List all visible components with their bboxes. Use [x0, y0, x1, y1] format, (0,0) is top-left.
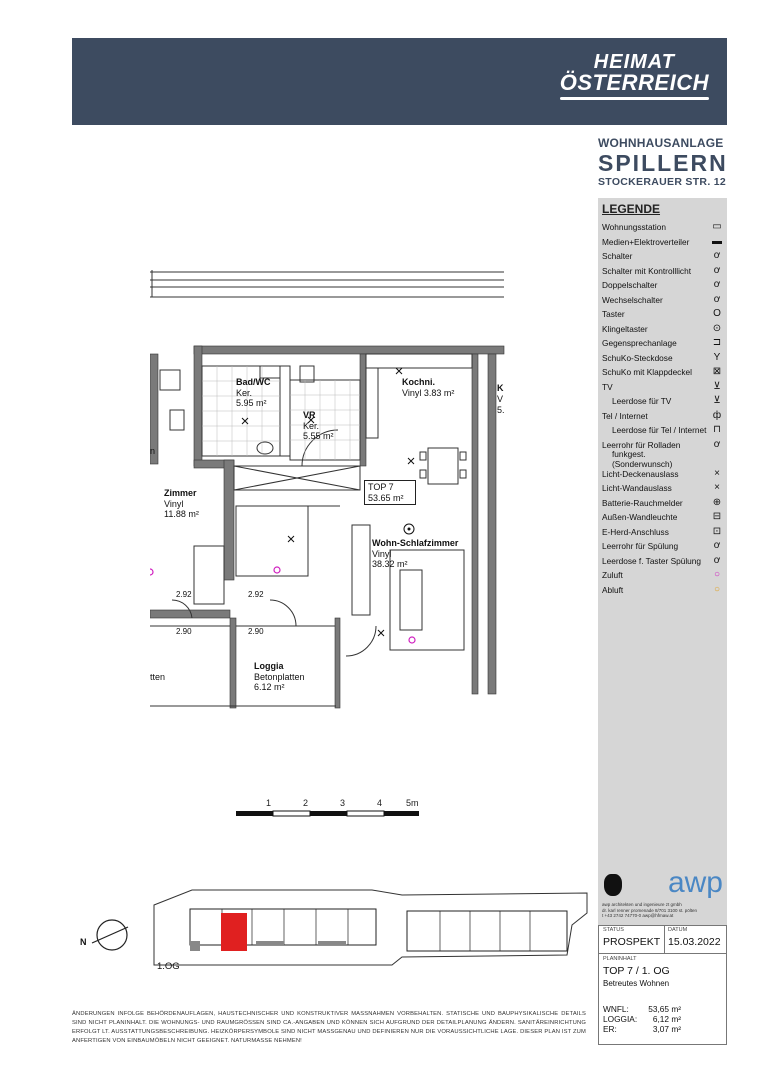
scale-bar	[236, 798, 420, 822]
scale-label: 2	[303, 798, 309, 808]
area-value: 53,65 m²	[648, 1004, 681, 1014]
room-wohn-floor: Vinyl	[372, 548, 392, 559]
awp-logo-block	[598, 868, 727, 924]
room-vr	[303, 410, 334, 442]
room-vr-name: VR	[303, 410, 316, 420]
scale-bar-graphic	[236, 810, 420, 820]
legend-item	[602, 336, 726, 351]
area-row	[603, 1004, 681, 1014]
floor-plan	[150, 270, 506, 710]
legend-item-label: Gegensprechanlage	[602, 338, 677, 349]
room-wohn-name: Wohn-Schlafzimmer	[372, 538, 459, 548]
legend-item	[602, 249, 726, 264]
legend-sidebar	[598, 198, 727, 925]
area-row	[603, 1024, 681, 1034]
legend-item	[602, 409, 726, 424]
legend-item	[602, 307, 726, 322]
legend-item-label: Zuluft	[602, 570, 623, 581]
logo-swoosh	[560, 97, 709, 100]
header-banner	[72, 38, 727, 125]
legend-item-label: Schalter mit Kontrolllicht	[602, 265, 691, 276]
room-zimmer	[164, 488, 199, 520]
room-kochni	[402, 377, 454, 398]
room-vr-area: 5.55 m²	[303, 431, 334, 441]
legend-symbol-icon: ▬	[712, 235, 722, 247]
legend-item-label: Wohnungsstation	[602, 222, 666, 233]
dim-label: 2.90	[248, 627, 264, 636]
scale-label: 3	[340, 798, 346, 808]
room-zimmer-floor: Vinyl	[164, 498, 184, 509]
project-type: WOHNHAUSANLAGE	[598, 136, 724, 150]
floor-plan-drawing	[150, 270, 506, 710]
dim-label: 2.92	[176, 590, 192, 599]
legend-item-label: SchuKo-Steckdose	[602, 352, 673, 363]
legend-symbol-icon: ×	[714, 467, 720, 479]
room-wohn-area: 38.32 m²	[372, 559, 408, 569]
legend-symbol-icon: ⊻	[713, 395, 721, 407]
site-plan	[72, 885, 592, 980]
legend-symbol-icon: ○	[713, 569, 721, 581]
legend-symbol-icon: ⊙	[712, 322, 722, 334]
area-value: 6,12 m²	[652, 1014, 681, 1024]
legend-item-label: funkgest. (Sonderwunsch)	[612, 449, 673, 470]
legend-item-label: Batterie-Rauchmelder	[602, 497, 683, 508]
legend-item-label: Leerdose für TV	[612, 396, 672, 407]
legend-list	[602, 220, 726, 597]
legend-item	[602, 568, 726, 583]
legend-symbol-icon: ⊓	[713, 424, 721, 436]
room-left-partial: tten	[150, 672, 166, 682]
legend-item	[602, 539, 726, 554]
plan-content-label: PLANINHALT	[603, 956, 637, 962]
legend-item-label: Schalter	[602, 251, 633, 262]
legend-item-label: Leerrohr für Rolladen	[602, 439, 681, 450]
room-bad	[236, 377, 271, 409]
legend-item-label: SchuKo mit Klappdeckel	[602, 367, 692, 378]
legend-item	[602, 583, 726, 598]
status-label: STATUS	[603, 927, 624, 933]
legend-item	[602, 235, 726, 250]
legend-item	[602, 380, 726, 395]
date-value: 15.03.2022	[668, 936, 721, 948]
heimat-oesterreich-logo	[560, 52, 709, 100]
legend-symbol-icon: ▭	[712, 221, 722, 233]
dim-label: 2.90	[176, 627, 192, 636]
awp-address-line2: dr. karl renner promenade 8/701 3100 st. pölten	[602, 907, 698, 913]
room-loggia-area: 6.12 m²	[254, 682, 285, 692]
legend-symbol-icon: ⊟	[712, 511, 722, 523]
legend-symbol-icon: ○	[713, 583, 721, 595]
legend-item	[602, 554, 726, 569]
area-value: 3,07 m²	[652, 1024, 681, 1034]
plan-info-box	[598, 925, 727, 1045]
legend-item	[602, 510, 726, 525]
legend-item-label: E-Herd-Anschluss	[602, 526, 669, 537]
legend-item-label: Medien+Elektroverteiler	[602, 236, 690, 247]
legend-item	[602, 220, 726, 235]
room-right-partial-1: K	[497, 383, 504, 393]
area-row	[603, 1014, 681, 1024]
awp-name: awp	[667, 866, 723, 899]
logo-line1: HEIMAT	[593, 51, 675, 73]
plan-content-value: TOP 7 / 1. OG	[603, 965, 670, 977]
legend-item-label: Licht-Deckenauslass	[602, 468, 679, 479]
info-separator	[599, 953, 726, 954]
legend-item	[602, 293, 726, 308]
site-plan-drawing	[72, 885, 592, 980]
legend-symbol-icon: ơ	[713, 438, 721, 450]
legend-item	[602, 351, 726, 366]
area-key: ER:	[603, 1024, 617, 1034]
legend-symbol-icon: ơ	[713, 540, 721, 552]
room-kochni-name: Kochni.	[402, 377, 435, 387]
legend-symbol-icon: ⊡	[712, 525, 722, 537]
legend-item-label: Außen-Wandleuchte	[602, 512, 678, 523]
room-loggia	[254, 661, 305, 693]
scale-label: 5m	[406, 798, 419, 808]
svg-text:N: N	[80, 937, 87, 947]
room-kochni-floor-area: Vinyl 3.83 m²	[402, 387, 455, 398]
legend-item	[602, 481, 726, 496]
room-left-partial-2: n	[150, 446, 156, 456]
room-right-partial-2: V	[497, 394, 504, 404]
project-title-block	[598, 136, 730, 188]
legend-item-label: Leerdose für Tel / Internet	[612, 425, 707, 436]
legend-item	[602, 278, 726, 293]
logo-line2: ÖSTERREICH	[559, 70, 709, 95]
legend-item-label: Tel / Internet	[602, 410, 648, 421]
legend-symbol-icon: ф	[712, 409, 722, 421]
room-bad-name: Bad/WC	[236, 377, 271, 387]
legend-item-label: Wechselschalter	[602, 294, 663, 305]
room-bad-floor: Ker.	[236, 387, 253, 398]
legend-title: LEGENDE	[602, 202, 661, 216]
room-zimmer-name: Zimmer	[164, 488, 197, 498]
disclaimer-text: ÄNDERUNGEN INFOLGE BEHÖRDENAUFLAGEN, HAUSTECHNISCHER UND KONSTRUKTIVER MASSNAHMEN VORBEHALTEN. STATISCHE UND BAUPHYSIKALISCHE DETAILS SIND NICHT PLANINHALT. DIE WOHNUNGS- UND RAUMGRÖSSEN SIND CA.-ANGABEN UND KÖNNEN SICH AUFGRUND DER DETAILPLANUNG ÄNDERN. SANITÄREINRICHTUNG ERFOLGT LT. AUSSTATTUNGSBESCHREIBUNG. HEIZKÖRPERSYMBOLE SIND NICHT MASSGENAU UND DEFINIEREN NUR DIE VORAUSSICHTLICHE LAGE. DIESER PLAN IST ZUM ANFERTIGEN VON EINBAUMÖBELN NICHT GEEIGNET. NATURMASSE NEHMEN!	[72, 1011, 586, 1044]
legend-symbol-icon: ơ	[713, 250, 721, 262]
legend-item	[602, 394, 726, 409]
legend-symbol-icon: ⊕	[712, 496, 722, 508]
legend-symbol-icon: ơ	[713, 293, 721, 305]
legend-item	[602, 423, 726, 438]
legend-symbol-icon: ⊠	[712, 366, 722, 378]
legend-symbol-icon: ơ	[713, 279, 721, 291]
awp-mark-icon	[604, 874, 622, 896]
legend-symbol-icon: ơ	[713, 264, 721, 276]
legend-item-label: Doppelschalter	[602, 280, 658, 291]
legend-item-label: Licht-Wandauslass	[602, 483, 672, 494]
date-label: DATUM	[668, 927, 688, 933]
dim-label: 2.92	[248, 590, 264, 599]
scale-label: 1	[266, 798, 272, 808]
project-name: SPILLERN	[598, 150, 728, 176]
plan-content-sub: Betreutes Wohnen	[603, 979, 670, 988]
legend-item	[602, 264, 726, 279]
legend-item	[602, 322, 726, 337]
room-right-partial-3: 5.	[497, 405, 505, 415]
legend-symbol-icon: O	[713, 308, 721, 320]
awp-address	[602, 902, 723, 919]
top-area: 53.65 m²	[368, 492, 404, 503]
area-key: LOGGIA:	[603, 1014, 638, 1024]
legend-symbol-icon: ×	[714, 482, 720, 494]
legend-symbol-icon: ⊐	[712, 337, 722, 349]
room-bad-area: 5.95 m²	[236, 398, 267, 408]
legend-item	[602, 525, 726, 540]
top-label: TOP 7	[368, 482, 394, 492]
area-summary	[603, 1004, 681, 1034]
legend-item-label: Leerrohr für Spülung	[602, 541, 679, 552]
top-box	[364, 480, 416, 505]
legend-item-label: TV	[602, 381, 613, 392]
legend-symbol-icon: Y	[713, 351, 721, 363]
legend-item	[602, 449, 726, 470]
awp-address-line1: awp architekten und ingenieure zt gmbh	[602, 902, 682, 907]
legend-item	[602, 365, 726, 380]
room-loggia-floor: Betonplatten	[254, 671, 305, 682]
room-loggia-name: Loggia	[254, 661, 284, 671]
legend-symbol-icon: ⊻	[713, 380, 721, 392]
legend-item-label: Abluft	[602, 584, 624, 595]
room-zimmer-area: 11.88 m²	[164, 509, 199, 519]
legend-symbol-icon: ơ	[713, 554, 721, 566]
project-address: STOCKERAUER STR. 12	[598, 176, 727, 188]
room-vr-floor: Ker.	[303, 420, 320, 431]
floor-label: 1.OG	[157, 961, 180, 972]
legend-item	[602, 467, 726, 482]
awp-address-line3: t +43 2742 74770-0 awp@hfmaw.at	[602, 913, 674, 918]
legend-item	[602, 496, 726, 511]
status-value: PROSPEKT	[603, 936, 661, 948]
legend-item-label: Klingeltaster	[602, 323, 648, 334]
legend-item-label: Taster	[602, 309, 625, 320]
legend-item-label: Leerdose f. Taster Spülung	[602, 555, 702, 566]
info-divider	[664, 926, 665, 953]
room-wohn	[372, 538, 458, 570]
area-key: WNFL:	[603, 1004, 629, 1014]
scale-label: 4	[377, 798, 383, 808]
